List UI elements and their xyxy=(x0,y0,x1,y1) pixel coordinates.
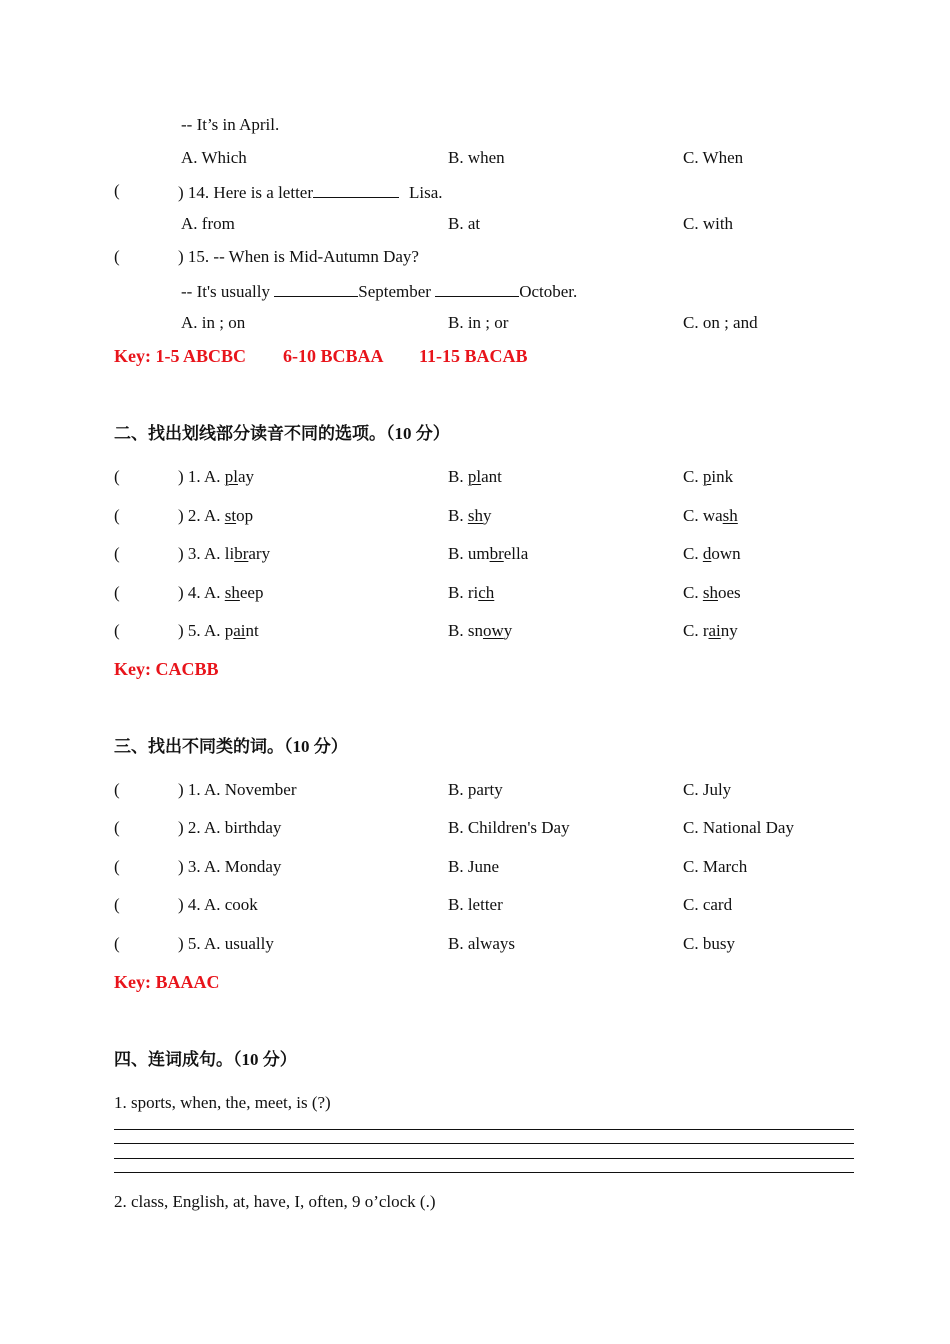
word-post: nt xyxy=(245,621,259,640)
answer-line-1[interactable] xyxy=(114,1129,854,1130)
q14-option-b: B. at xyxy=(448,214,481,233)
q14-blank[interactable] xyxy=(313,181,399,198)
section3-row-option-b: B. Children's Day xyxy=(448,818,570,837)
item-number: ) 5. A. xyxy=(178,621,225,640)
q15-blank-2[interactable] xyxy=(435,280,519,297)
word-post: ary xyxy=(248,544,271,563)
section3-row-option-a: ) 5. A. usually xyxy=(178,934,274,953)
underlined-part: ch xyxy=(478,583,495,602)
word-pre: C. xyxy=(683,544,703,563)
word-pre: B. sn xyxy=(448,621,483,640)
q13-option-c: C. When xyxy=(683,148,744,167)
section3-row-option-b: B. party xyxy=(448,780,503,799)
underlined-part: st xyxy=(224,506,237,525)
item-number: ) 4. A. xyxy=(178,583,225,602)
q14-paren: ( xyxy=(114,181,120,200)
underlined-part: sh xyxy=(702,583,718,602)
answer-line-2[interactable] xyxy=(114,1143,854,1144)
section3-row-option-b: B. letter xyxy=(448,895,503,914)
q15-blank-1[interactable] xyxy=(274,280,358,297)
section3-row-option-a: ) 1. A. November xyxy=(178,780,297,799)
q15-option-c: C. on ; and xyxy=(683,313,758,332)
section4-question-2: 2. class, English, at, have, I, often, 9 o’clock (.) xyxy=(114,1192,436,1211)
word-pre: li xyxy=(224,544,235,563)
section2-row-paren xyxy=(114,467,120,487)
word-post: ay xyxy=(237,467,255,486)
section3-row-option-a: ) 3. A. Monday xyxy=(178,857,282,876)
q14-stem xyxy=(178,181,443,203)
paren: ( xyxy=(114,506,120,525)
section2-row-option-b xyxy=(448,506,491,526)
section2-row-option-c xyxy=(683,467,733,487)
q15-line2-mid: September xyxy=(358,282,431,301)
paren: ( xyxy=(114,621,120,640)
section3-row-paren: ( xyxy=(114,895,120,914)
word-post: op xyxy=(236,506,254,525)
q15-paren: ( xyxy=(114,247,120,266)
word-pre: B. xyxy=(448,506,468,525)
item-number: ) 3. A. xyxy=(178,544,225,563)
section2-heading: 二、找出划线部分读音不同的选项。（10 分） xyxy=(114,424,450,443)
section2-row-option-c xyxy=(683,583,741,603)
section3-row-option-c: C. July xyxy=(683,780,732,799)
section3-row-option-c: C. March xyxy=(683,857,748,876)
word-pre: B. um xyxy=(448,544,490,563)
section3-row-option-c: C. busy xyxy=(683,934,735,953)
underlined-part: pl xyxy=(224,467,238,486)
word-pre: B. xyxy=(448,467,468,486)
section2-row-option-a xyxy=(178,583,263,603)
section2-row-paren xyxy=(114,621,120,641)
paren: ( xyxy=(114,583,120,602)
q15-option-a: A. in ; on xyxy=(181,313,246,332)
section2-row-option-b xyxy=(448,583,494,603)
answer-key-part3: 11-15 BACAB xyxy=(419,346,528,366)
word-pre: p xyxy=(224,621,234,640)
word-post: y xyxy=(482,506,492,525)
underlined-part: sh xyxy=(467,506,483,525)
underlined-part: ai xyxy=(233,621,246,640)
section3-row-option-a: ) 2. A. birthday xyxy=(178,818,282,837)
section3-row-paren: ( xyxy=(114,857,120,876)
underlined-part: ai xyxy=(708,621,721,640)
answer-line-3[interactable] xyxy=(114,1158,854,1159)
section3-row-option-c: C. card xyxy=(683,895,733,914)
section2-key: Key: CACBB xyxy=(114,659,219,679)
paren: ( xyxy=(114,544,120,563)
word-post: own xyxy=(711,544,741,563)
q15-line2 xyxy=(181,280,577,302)
paren: ( xyxy=(114,467,120,486)
q13-option-a: A. Which xyxy=(181,148,247,167)
item-number: ) 1. A. xyxy=(178,467,225,486)
underlined-part: sh xyxy=(224,583,240,602)
item-number: ) 2. A. xyxy=(178,506,225,525)
q13-answer-line: -- It’s in April. xyxy=(181,115,280,134)
underlined-part: ow xyxy=(482,621,504,640)
section3-row-option-a: ) 4. A. cook xyxy=(178,895,258,914)
word-post: ink xyxy=(711,467,734,486)
section4-heading: 四、连词成句。（10 分） xyxy=(114,1050,297,1069)
underlined-part: d xyxy=(702,544,712,563)
q14-option-a: A. from xyxy=(181,214,235,233)
q15-stem: ) 15. -- When is Mid-Autumn Day? xyxy=(178,247,419,266)
section3-heading: 三、找出不同类的词。（10 分） xyxy=(114,737,348,756)
section2-row-option-a xyxy=(178,467,254,487)
answer-key-part2: 6-10 BCBAA xyxy=(283,346,384,366)
section2-row-option-a xyxy=(178,544,270,564)
underlined-part: pl xyxy=(467,467,482,486)
section2-row-option-c xyxy=(683,544,741,564)
word-pre: B. ri xyxy=(448,583,479,602)
section3-row-option-b: B. June xyxy=(448,857,499,876)
section2-row-option-b xyxy=(448,467,502,487)
word-post: y xyxy=(503,621,513,640)
answer-key-part1: Key: 1-5 ABCBC xyxy=(114,346,246,366)
word-pre: C. r xyxy=(683,621,709,640)
word-pre: C. wa xyxy=(683,506,723,525)
word-pre: C. xyxy=(683,583,703,602)
section2-row-option-a xyxy=(178,506,253,526)
q15-line2-pre: -- It's usually xyxy=(181,282,270,301)
section3-row-paren: ( xyxy=(114,818,120,837)
answer-line-4[interactable] xyxy=(114,1172,854,1173)
word-post: ella xyxy=(503,544,529,563)
section2-row-option-b xyxy=(448,544,528,564)
section2-row-option-c xyxy=(683,621,738,641)
q15-line2-post: October. xyxy=(519,282,578,301)
section3-row-option-c: C. National Day xyxy=(683,818,794,837)
q14-stem-post: Lisa. xyxy=(409,183,443,202)
section3-row-option-b: B. always xyxy=(448,934,516,953)
word-post: ant xyxy=(481,467,502,486)
q13-option-b: B. when xyxy=(448,148,505,167)
section2-row-option-a xyxy=(178,621,259,641)
section3-key: Key: BAAAC xyxy=(114,972,220,992)
section3-row-paren: ( xyxy=(114,934,120,953)
q14-option-c: C. with xyxy=(683,214,734,233)
underlined-part: br xyxy=(489,544,504,563)
section2-row-paren xyxy=(114,506,120,526)
word-pre: C. xyxy=(683,467,703,486)
section2-row-paren xyxy=(114,583,120,603)
q15-option-b: B. in ; or xyxy=(448,313,509,332)
word-post: oes xyxy=(717,583,741,602)
section2-row-option-c xyxy=(683,506,738,526)
section2-row-option-b xyxy=(448,621,512,641)
word-post: eep xyxy=(239,583,264,602)
underlined-part: br xyxy=(234,544,249,563)
word-post: ny xyxy=(720,621,738,640)
underlined-part: sh xyxy=(722,506,738,525)
underlined-part: p xyxy=(702,467,712,486)
section4-question-1: 1. sports, when, the, meet, is (?) xyxy=(114,1093,331,1112)
section2-row-paren xyxy=(114,544,120,564)
section3-row-paren: ( xyxy=(114,780,120,799)
q14-stem-pre: ) 14. Here is a letter xyxy=(178,183,313,202)
